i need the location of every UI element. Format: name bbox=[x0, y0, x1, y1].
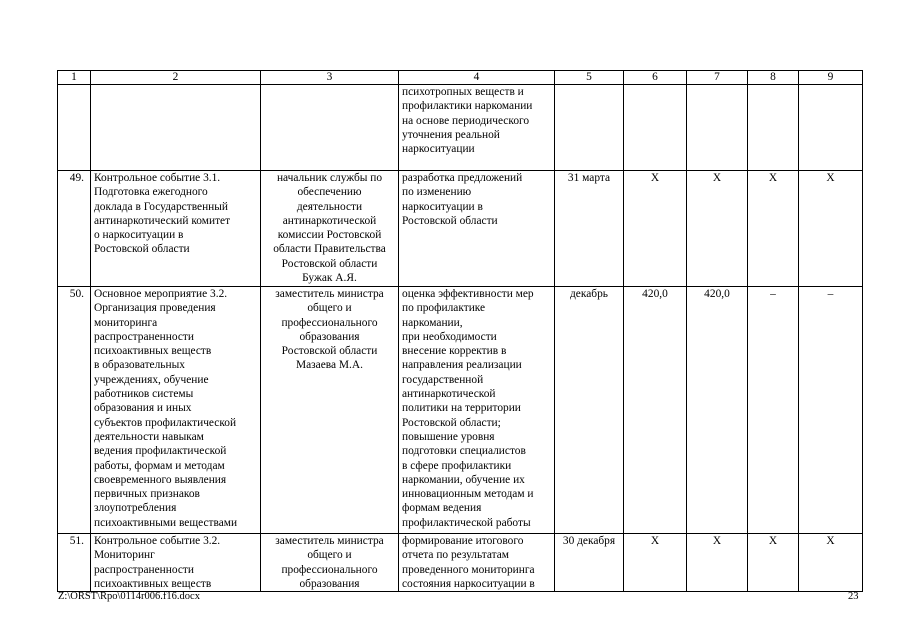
responsible-cell: заместитель министра общего и профессионального образования Ростовской области Мазаева М.А. bbox=[261, 287, 399, 534]
value-cell: Х bbox=[799, 534, 863, 592]
deadline-cell bbox=[555, 85, 624, 171]
value-cell: Х bbox=[624, 171, 687, 287]
activity-cell: Контрольное событие 3.2. Мониторинг распространенности психоактивных веществ bbox=[91, 534, 261, 592]
row-number-cell: 50. bbox=[58, 287, 91, 534]
value-cell bbox=[748, 85, 799, 171]
value-cell: Х bbox=[624, 534, 687, 592]
column-header: 6 bbox=[624, 71, 687, 85]
result-cell: разработка предложений по изменению наркоситуации в Ростовской области bbox=[399, 171, 555, 287]
deadline-cell: декабрь bbox=[555, 287, 624, 534]
responsible-cell: начальник службы по обеспечению деятельности антинаркотической комиссии Ростовской области Правительства Ростовской области Бужак А.Я. bbox=[261, 171, 399, 287]
value-cell: Х bbox=[687, 534, 748, 592]
column-header: 7 bbox=[687, 71, 748, 85]
value-cell: Х bbox=[687, 171, 748, 287]
table-header-row bbox=[58, 71, 863, 85]
value-cell bbox=[624, 85, 687, 171]
column-header: 2 bbox=[91, 71, 261, 85]
value-cell: 420,0 bbox=[687, 287, 748, 534]
row-number-cell: 49. bbox=[58, 171, 91, 287]
column-header: 4 bbox=[399, 71, 555, 85]
table-row bbox=[58, 171, 863, 287]
column-header: 8 bbox=[748, 71, 799, 85]
value-cell bbox=[799, 85, 863, 171]
result-cell: оценка эффективности мер по профилактике наркомании, при необходимости внесение корректив в направления реализации государственной антинаркотической политики на территории Ростовской области; повышение уровня подготовки специалистов в сфере профилактики наркомании, обучение их инновационным методам и формам ведения профилактической работы bbox=[399, 287, 555, 534]
responsible-cell bbox=[261, 85, 399, 171]
table-row bbox=[58, 534, 863, 592]
table-row bbox=[58, 85, 863, 171]
value-cell: 420,0 bbox=[624, 287, 687, 534]
column-header: 1 bbox=[58, 71, 91, 85]
result-cell: психотропных веществ и профилактики наркомании на основе периодического уточнения реальной наркоситуации bbox=[399, 85, 555, 171]
activity-cell: Контрольное событие 3.1. Подготовка ежегодного доклада в Государственный антинаркотический комитет о наркоситуации в Ростовской области bbox=[91, 171, 261, 287]
responsible-cell: заместитель министра общего и профессионального образования bbox=[261, 534, 399, 592]
column-header: 5 bbox=[555, 71, 624, 85]
value-cell: Х bbox=[748, 534, 799, 592]
activity-cell: Основное мероприятие 3.2. Организация проведения мониторинга распространенности психоактивных веществ в образовательных учреждениях, обучение работников системы образования и иных субъектов профилактической деятельности навыкам ведения профилактической работы, формам и методам своевременного выявления первичных признаков злоупотребления психоактивными веществами bbox=[91, 287, 261, 534]
document-table bbox=[57, 70, 863, 592]
activity-cell bbox=[91, 85, 261, 171]
deadline-cell: 30 декабря bbox=[555, 534, 624, 592]
row-number-cell bbox=[58, 85, 91, 171]
value-cell bbox=[687, 85, 748, 171]
table-row bbox=[58, 287, 863, 534]
result-cell: формирование итогового отчета по результатам проведенного мониторинга состояния наркоситуации в bbox=[399, 534, 555, 592]
deadline-cell: 31 марта bbox=[555, 171, 624, 287]
value-cell: – bbox=[799, 287, 863, 534]
value-cell: – bbox=[748, 287, 799, 534]
footer-file-path: Z:\ORST\Rpo\0114r006.f16.docx bbox=[58, 591, 200, 602]
page-number: 23 bbox=[848, 591, 859, 602]
value-cell: Х bbox=[799, 171, 863, 287]
value-cell: Х bbox=[748, 171, 799, 287]
column-header: 3 bbox=[261, 71, 399, 85]
row-number-cell: 51. bbox=[58, 534, 91, 592]
column-header: 9 bbox=[799, 71, 863, 85]
